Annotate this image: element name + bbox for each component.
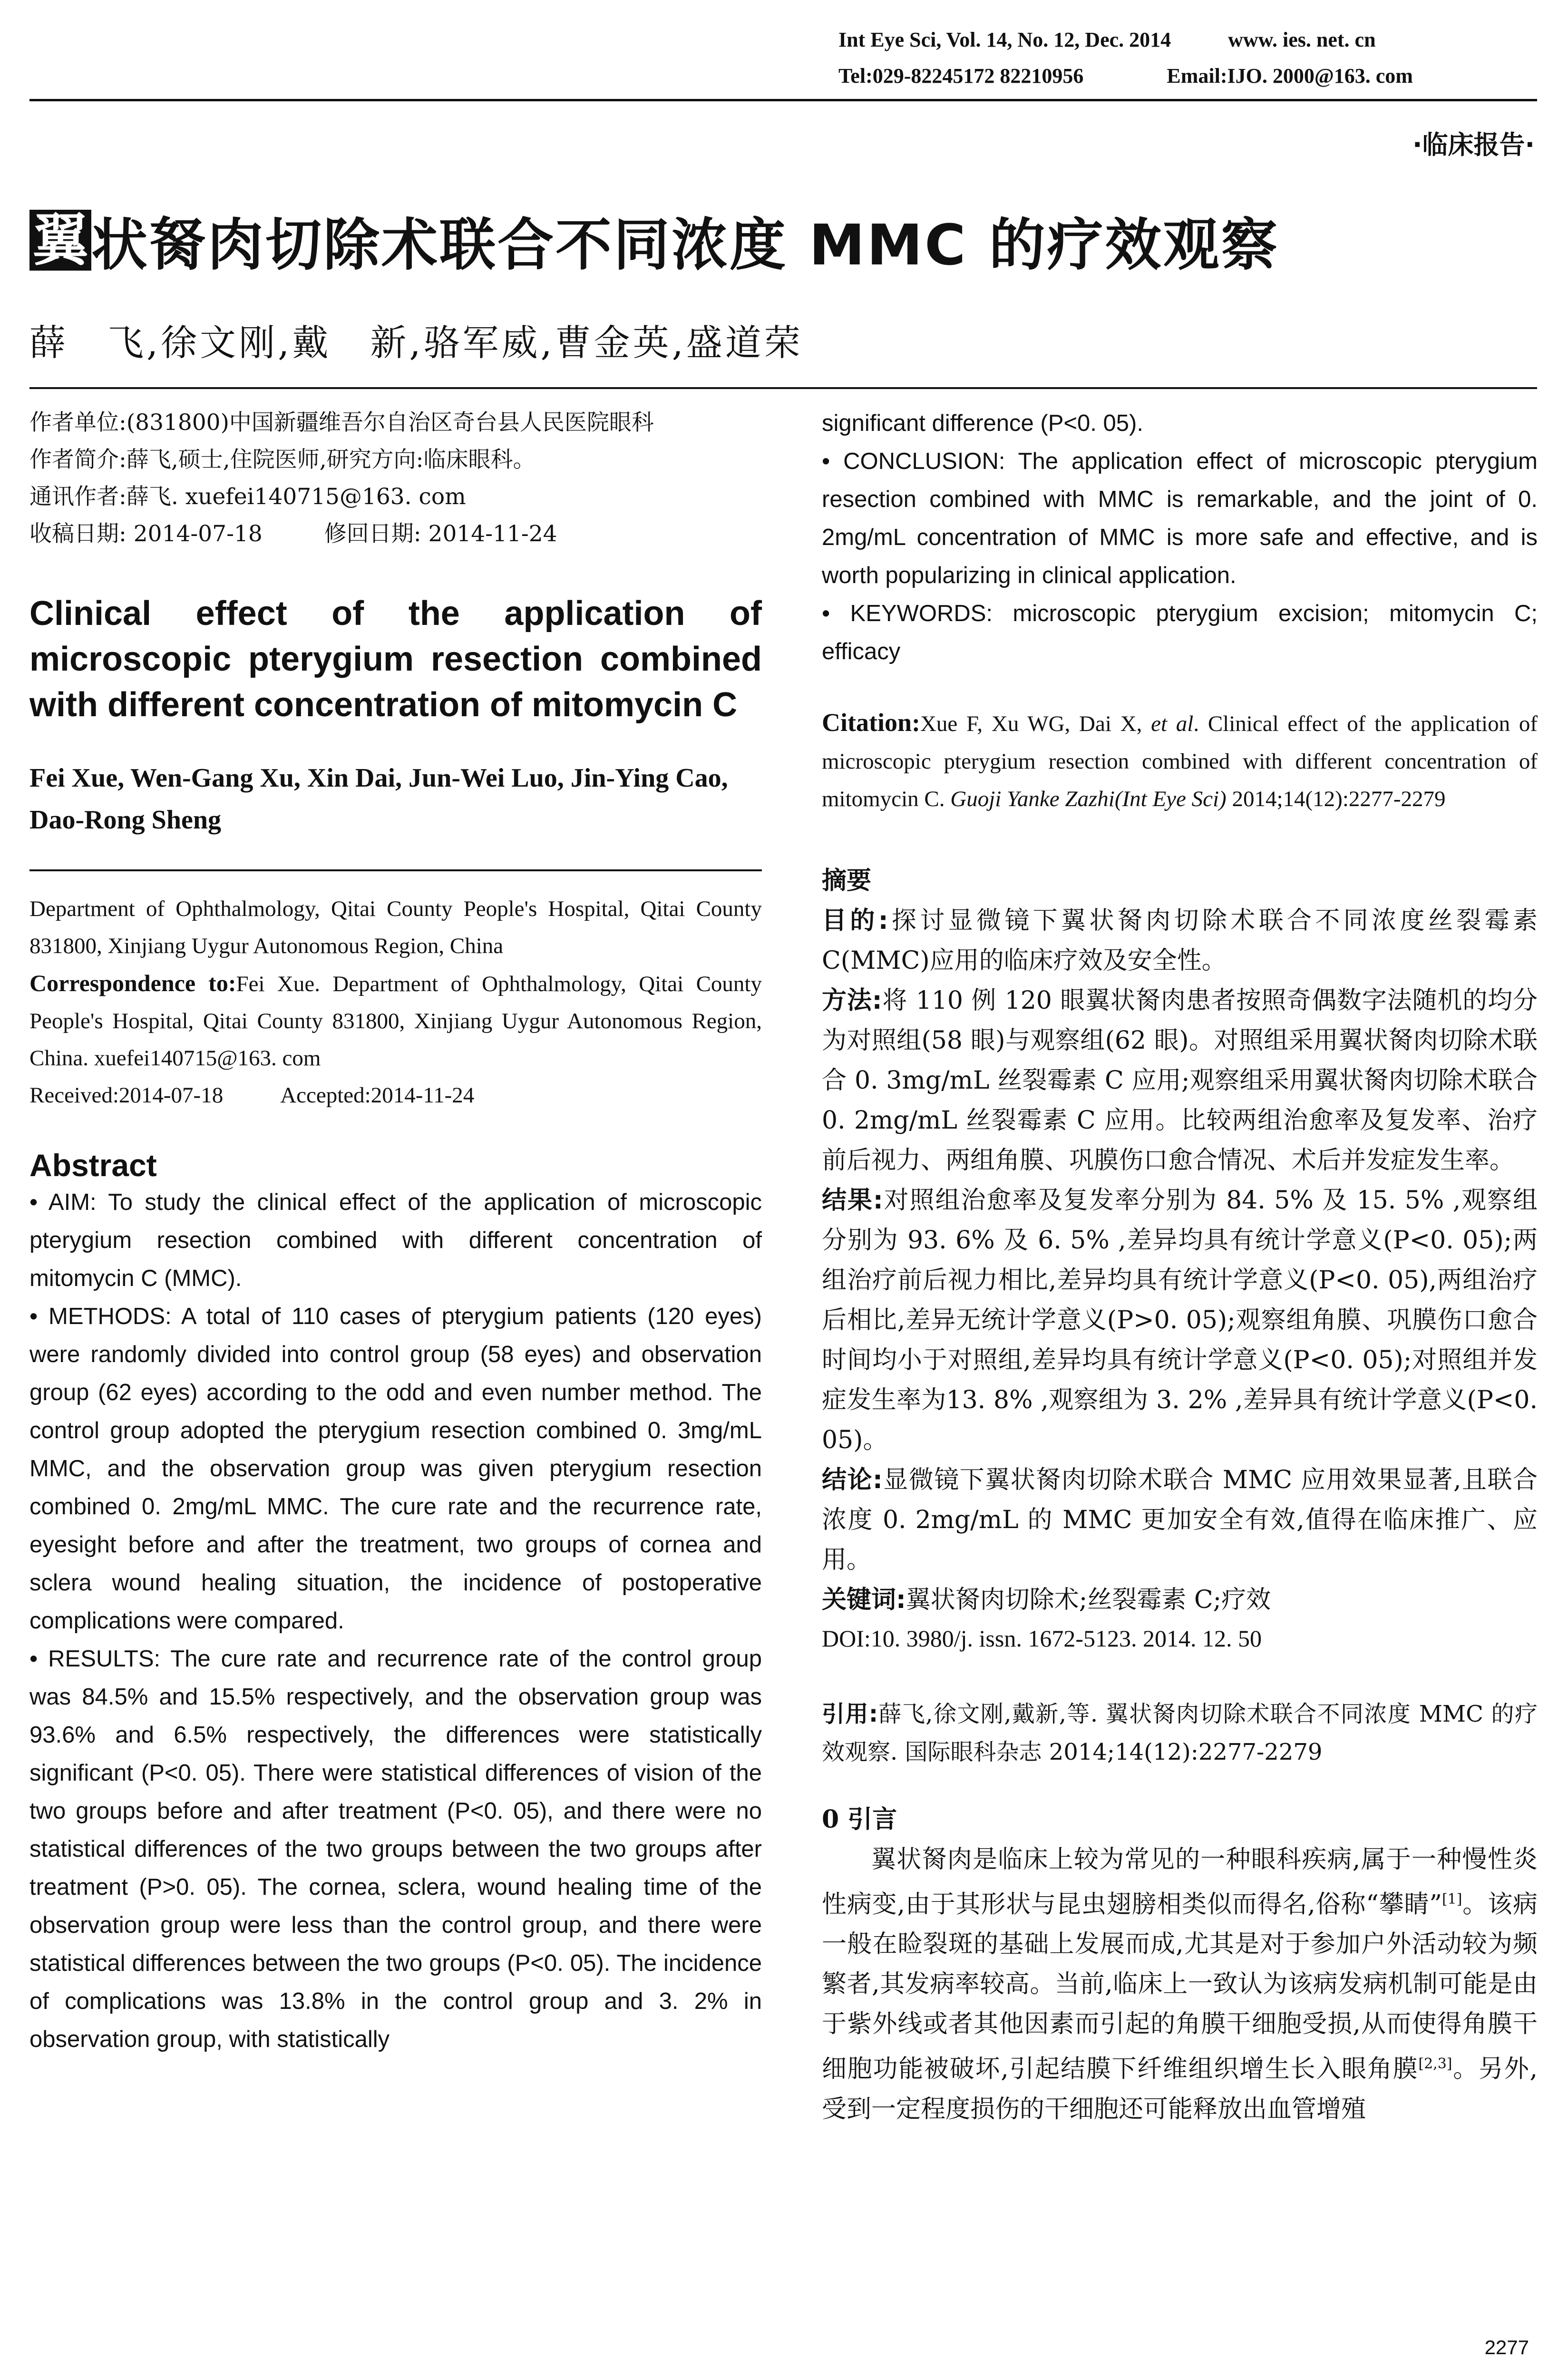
authors-chinese: 薛 飞,徐文刚,戴 新,骆军威,曹金英,盛道荣 bbox=[29, 321, 803, 364]
citation-label: Citation: bbox=[822, 708, 920, 737]
right-column bbox=[822, 404, 1538, 2129]
cn-keywords-text: 翼状胬肉切除术;丝裂霉素 C;疗效 bbox=[906, 1586, 1271, 1614]
dates-cn bbox=[29, 516, 762, 553]
cn-results-label: 结果: bbox=[822, 1186, 883, 1215]
title-rule bbox=[29, 387, 1537, 389]
journal-line: Int Eye Sci, Vol. 14, No. 12, Dec. 2014 bbox=[838, 28, 1171, 51]
cn-abstract-heading: 摘要 bbox=[822, 866, 872, 895]
citation bbox=[822, 704, 1538, 818]
citation-journal: Guoji Yanke Zazhi(Int Eye Sci) bbox=[950, 787, 1227, 811]
cn-keywords bbox=[822, 1580, 1538, 1620]
correspondence bbox=[29, 964, 762, 1077]
title-first-char: 翼 bbox=[29, 210, 91, 271]
cn-results-text: 对照组治愈率及复发率分别为 84. 5% 及 15. 5% ,观察组分别为 93. 6% 及 6. 5% ,差异均具有统计学意义(P<0. 05);两组治疗前后视力相比,差异均具有统计学意义(P<0. 05),两组治疗后相比,差异无统计学意义(P>0. 05);观察组角膜、巩膜伤口愈合时间均小于对照组,差异均具有统计学意义(P<0. 05);对照组并发症发生率为13. 8% ,观察组为 3. 2% ,差异具有统计学意义(P<0. 05)。 bbox=[822, 1186, 1538, 1454]
received-date-cn: 收稿日期: 2014-07-18 bbox=[29, 521, 263, 547]
intro-ref-1[interactable]: [1] bbox=[1441, 1891, 1462, 1908]
journal-tel: Tel:029-82245172 82210956 bbox=[838, 64, 1084, 88]
intro-text-c: 。另外,受到一定程度损伤的干细胞还可能释放出血管增殖 bbox=[822, 2055, 1538, 2124]
citation-etal: et al bbox=[1151, 711, 1194, 736]
correspondence-text: Fei Xue. Department of Ophthalmology, Qitai County People's Hospital, Qitai County 831800, Xinjiang Uygur Autonomous Region, China. xuefei140715@163. com bbox=[29, 972, 762, 1071]
cn-conclusion-label: 结论: bbox=[822, 1466, 883, 1494]
citation-text-b: . Clinical effect of the application of microscopic pterygium resection combined with different concentration of mitomycin C. bbox=[822, 711, 1538, 811]
abstract-conclusion: • CONCLUSION: The application effect of microscopic pterygium resection combined with MMC is remarkable, and the joint of 0. 2mg/mL concentration of MMC is more safe and effective, and is worth popularizing in clinical application. bbox=[822, 448, 1538, 588]
cn-citation-text: 薛飞,徐文刚,戴新,等. 翼状胬肉切除术联合不同浓度 MMC 的疗效观察. 国际眼科杂志 2014;14(12):2277-2279 bbox=[822, 1701, 1538, 1765]
intro-text-b: 。该病一般在睑裂斑的基础上发展而成,尤其是对于参加户外活动较为频繁者,其发病率较高。当前,临床上一致认为该病发病机制可能是由于紫外线或者其他因素而引起的角膜干细胞受损,从而使得角膜干细胞功能被破坏,引起结膜下纤维组织增生长入眼角膜 bbox=[822, 1890, 1538, 2084]
dates-en bbox=[29, 1077, 762, 1114]
abstract-heading: Abstract bbox=[29, 1148, 157, 1183]
journal-header bbox=[838, 28, 1376, 52]
cn-results bbox=[822, 1180, 1538, 1460]
cn-conclusion-text: 显微镜下翼状胬肉切除术联合 MMC 应用效果显著,且联合浓度 0. 2mg/mL 的 MMC 更加安全有效,值得在临床推广、应用。 bbox=[822, 1466, 1538, 1574]
cn-aim-label: 目的: bbox=[822, 906, 888, 935]
english-title: Clinical effect of the application of microscopic pterygium resection combined with different concentration of mitomycin C bbox=[29, 594, 762, 724]
journal-url[interactable]: www. ies. net. cn bbox=[1228, 28, 1376, 51]
cn-citation-label: 引用: bbox=[822, 1701, 878, 1727]
section-label: ·临床报告· bbox=[1412, 130, 1535, 160]
doi[interactable]: DOI:10. 3980/j. issn. 1672-5123. 2014. 12. 50 bbox=[822, 1625, 1262, 1652]
journal-email[interactable]: Email:IJO. 2000@163. com bbox=[1167, 64, 1413, 88]
intro-text-a: 翼状胬肉是临床上较为常见的一种眼科疾病,属于一种慢性炎性病变,由于其形状与昆虫翅膀相类似而得名,俗称“攀睛” bbox=[822, 1845, 1538, 1919]
department: Department of Ophthalmology, Qitai County People's Hospital, Qitai County 831800, Xinjiang Uygur Autonomous Region, China bbox=[29, 896, 762, 958]
cn-methods bbox=[822, 981, 1538, 1180]
received-date: Received:2014-07-18 bbox=[29, 1083, 224, 1108]
cn-keywords-label: 关键词: bbox=[822, 1586, 906, 1614]
title-text: 状胬肉切除术联合不同浓度 MMC 的疗效观察 bbox=[91, 212, 1279, 278]
english-authors: Fei Xue, Wen-Gang Xu, Xin Dai, Jun-Wei Luo, Jin-Ying Cao, Dao-Rong Sheng bbox=[29, 763, 728, 835]
correspondence-label: Correspondence to: bbox=[29, 970, 236, 996]
cn-conclusion bbox=[822, 1460, 1538, 1580]
header-rule bbox=[29, 99, 1537, 101]
left-column bbox=[29, 404, 762, 2058]
abstract-aim: • AIM: To study the clinical effect of the application of microscopic pterygium resection combined with different concentration of mitomycin C (MMC). bbox=[29, 1189, 762, 1291]
page-number: 2277 bbox=[1484, 2336, 1529, 2358]
citation-text-a: Xue F, Xu WG, Dai X, bbox=[920, 711, 1142, 736]
cn-methods-label: 方法: bbox=[822, 986, 882, 1015]
cn-aim bbox=[822, 901, 1538, 981]
abstract-keywords: • KEYWORDS: microscopic pterygium excision; mitomycin C; efficacy bbox=[822, 601, 1538, 664]
journal-contact bbox=[838, 64, 1413, 88]
cn-aim-text: 探讨显微镜下翼状胬肉切除术联合不同浓度丝裂霉素 C(MMC)应用的临床疗效及安全性。 bbox=[822, 906, 1538, 975]
citation-pages: 2014;14(12):2277-2279 bbox=[1232, 787, 1446, 811]
revised-date-cn: 修回日期: 2014-11-24 bbox=[324, 521, 557, 547]
corresponding-author: 通讯作者:薛飞. xuefei140715@163. com bbox=[29, 484, 466, 510]
cn-methods-text: 将 110 例 120 眼翼状胬肉患者按照奇偶数字法随机的均分为对照组(58 眼)与观察组(62 眼)。对照组采用翼状胬肉切除术联合 0. 3mg/mL 丝裂霉素 C 应用;观察组采用翼状胬肉切除术联合 0. 2mg/mL 丝裂霉素 C 应用。比较两组治愈率及复发率、治疗前后视力、两组角膜、巩膜伤口愈合情况、术后并发症发生率。 bbox=[822, 986, 1538, 1175]
abstract-results: • RESULTS: The cure rate and recurrence rate of the control group was 84.5% and 15.5% respectively, and the observation group was 93.6% and 6.5% respectively, the differences were statistically significant (P<0. 05). There were statistical differences of vision of the two groups before and after treatment (P<0. 05), and there were no statistical differences of the two groups between the two groups after treatment (P>0. 05). The cornea, sclera, wound healing time of the observation group were less than the control group, and there were statistical differences between the two groups (P<0. 05). The incidence of complications was 13.8% in the control group and 3. 2% in observation group, with statistically bbox=[29, 1646, 762, 2052]
article-title bbox=[29, 200, 1279, 281]
author-unit: 作者单位:(831800)中国新疆维吾尔自治区奇台县人民医院眼科 bbox=[29, 409, 654, 436]
author-bio: 作者简介:薛飞,硕士,住院医师,研究方向:临床眼科。 bbox=[29, 447, 536, 473]
intro-ref-2[interactable]: [2,3] bbox=[1418, 2056, 1452, 2073]
accepted-date: Accepted:2014-11-24 bbox=[280, 1083, 475, 1108]
cn-citation bbox=[822, 1695, 1538, 1771]
intro-heading: 0 引言 bbox=[822, 1805, 897, 1834]
intro-paragraph bbox=[822, 1840, 1538, 2129]
abstract-methods: • METHODS: A total of 110 cases of pterygium patients (120 eyes) were randomly divided into control group (58 eyes) and observation group (62 eyes) according to the odd and even number method. The control group adopted the pterygium resection combined 0. 3mg/mL MMC, and the observation group was given pterygium resection combined 0. 2mg/mL MMC. The cure rate and the recurrence rate, eyesight before and after the treatment, two groups of cornea and sclera wound healing situation, the incidence of postoperative complications were compared. bbox=[29, 1304, 762, 1634]
abstract-results-continued: significant difference (P<0. 05). bbox=[822, 410, 1143, 436]
